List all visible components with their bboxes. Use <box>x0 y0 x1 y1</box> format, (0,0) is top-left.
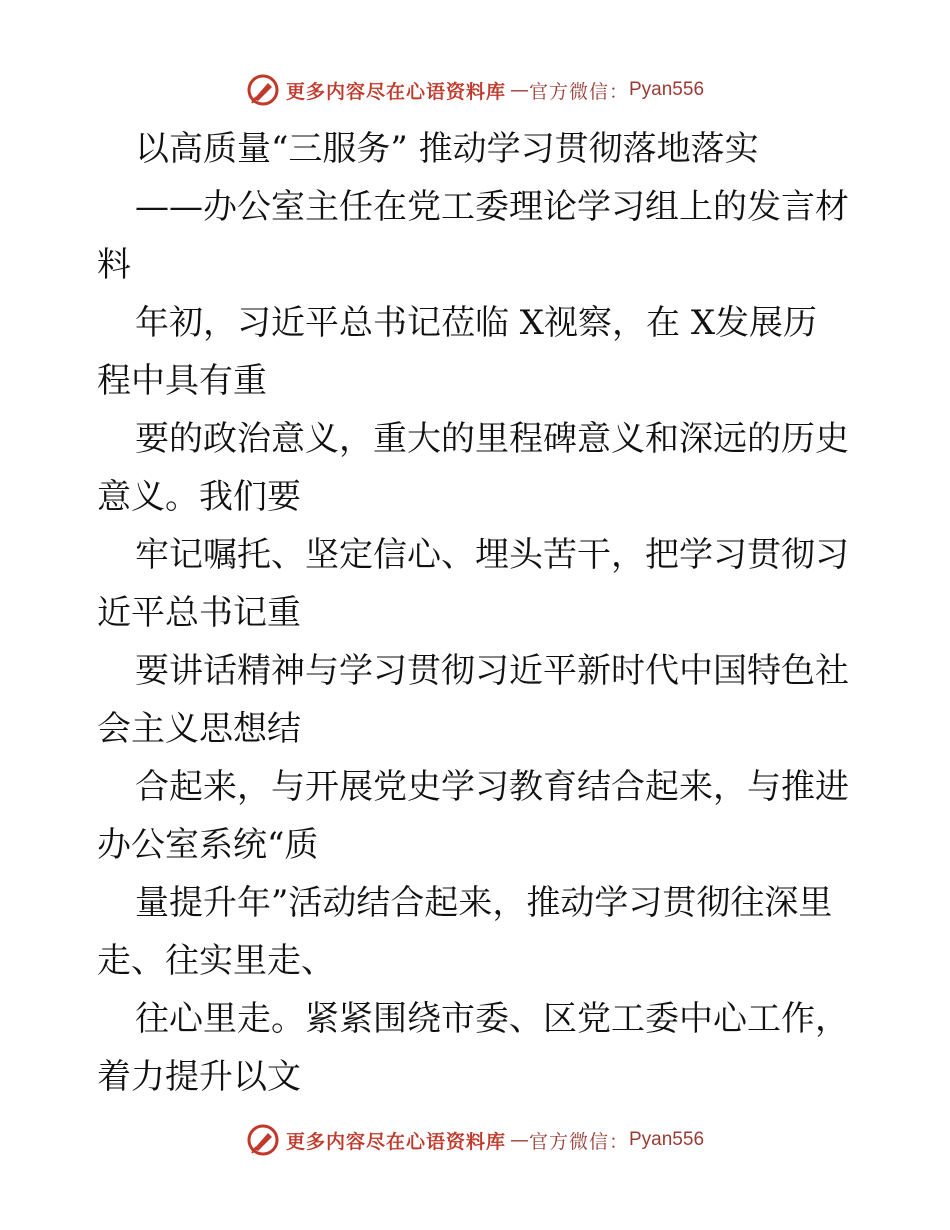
paragraph-line: 合起来，与开展党史学习教育结合起来，与推进 <box>135 767 849 807</box>
document-body <box>97 120 857 1106</box>
pen-logo-icon <box>246 1123 280 1157</box>
banner-separator: — <box>509 79 529 101</box>
paragraph-line: 近平总书记重 <box>97 593 301 633</box>
pen-logo-icon <box>246 73 280 107</box>
banner-wechat-id: Pyan556 <box>629 1129 705 1150</box>
paragraph-line: 意义。我们要 <box>97 477 301 517</box>
banner-separator: — <box>509 1129 529 1151</box>
paragraph-line: 量提升年”活动结合起来，推动学习贯彻往深里 <box>135 883 833 923</box>
header-banner <box>0 70 950 110</box>
banner-wechat-label: 官方微信： <box>528 1130 629 1153</box>
paragraph-line: 程中具有重 <box>97 361 267 401</box>
paragraph-line: 会主义思想结 <box>97 709 301 749</box>
paragraph-line: 牢记嘱托、坚定信心、埋头苦干，把学习贯彻习 <box>135 535 849 575</box>
footer-banner <box>0 1120 950 1160</box>
paragraph-line: 走、往实里走、 <box>97 941 335 981</box>
document-title: 以高质量“三服务” 推动学习贯彻落地落实 <box>135 129 759 169</box>
paragraph-line: 要讲话精神与学习贯彻习近平新时代中国特色社 <box>135 651 849 691</box>
paragraph-line: 着力提升以文 <box>97 1057 301 1097</box>
paragraph-line: 办公室系统“质 <box>97 825 319 865</box>
banner-wechat-id: Pyan556 <box>629 79 705 100</box>
paragraph-line: 年初，习近平总书记莅临 X视察，在 X发展历 <box>135 303 818 343</box>
banner-main-text: 更多内容尽在心语资料库 <box>285 1130 506 1153</box>
banner-main-text: 更多内容尽在心语资料库 <box>285 80 506 103</box>
banner-wechat-label: 官方微信： <box>528 80 629 103</box>
document-subtitle: ——办公室主任在党工委理论学习组上的发言材 <box>135 187 849 227</box>
paragraph-line: 要的政治意义，重大的里程碑意义和深远的历史 <box>135 419 849 459</box>
document-subtitle-continuation: 料 <box>97 245 131 285</box>
paragraph-line: 往心里走。紧紧围绕市委、区党工委中心工作， <box>135 999 849 1039</box>
